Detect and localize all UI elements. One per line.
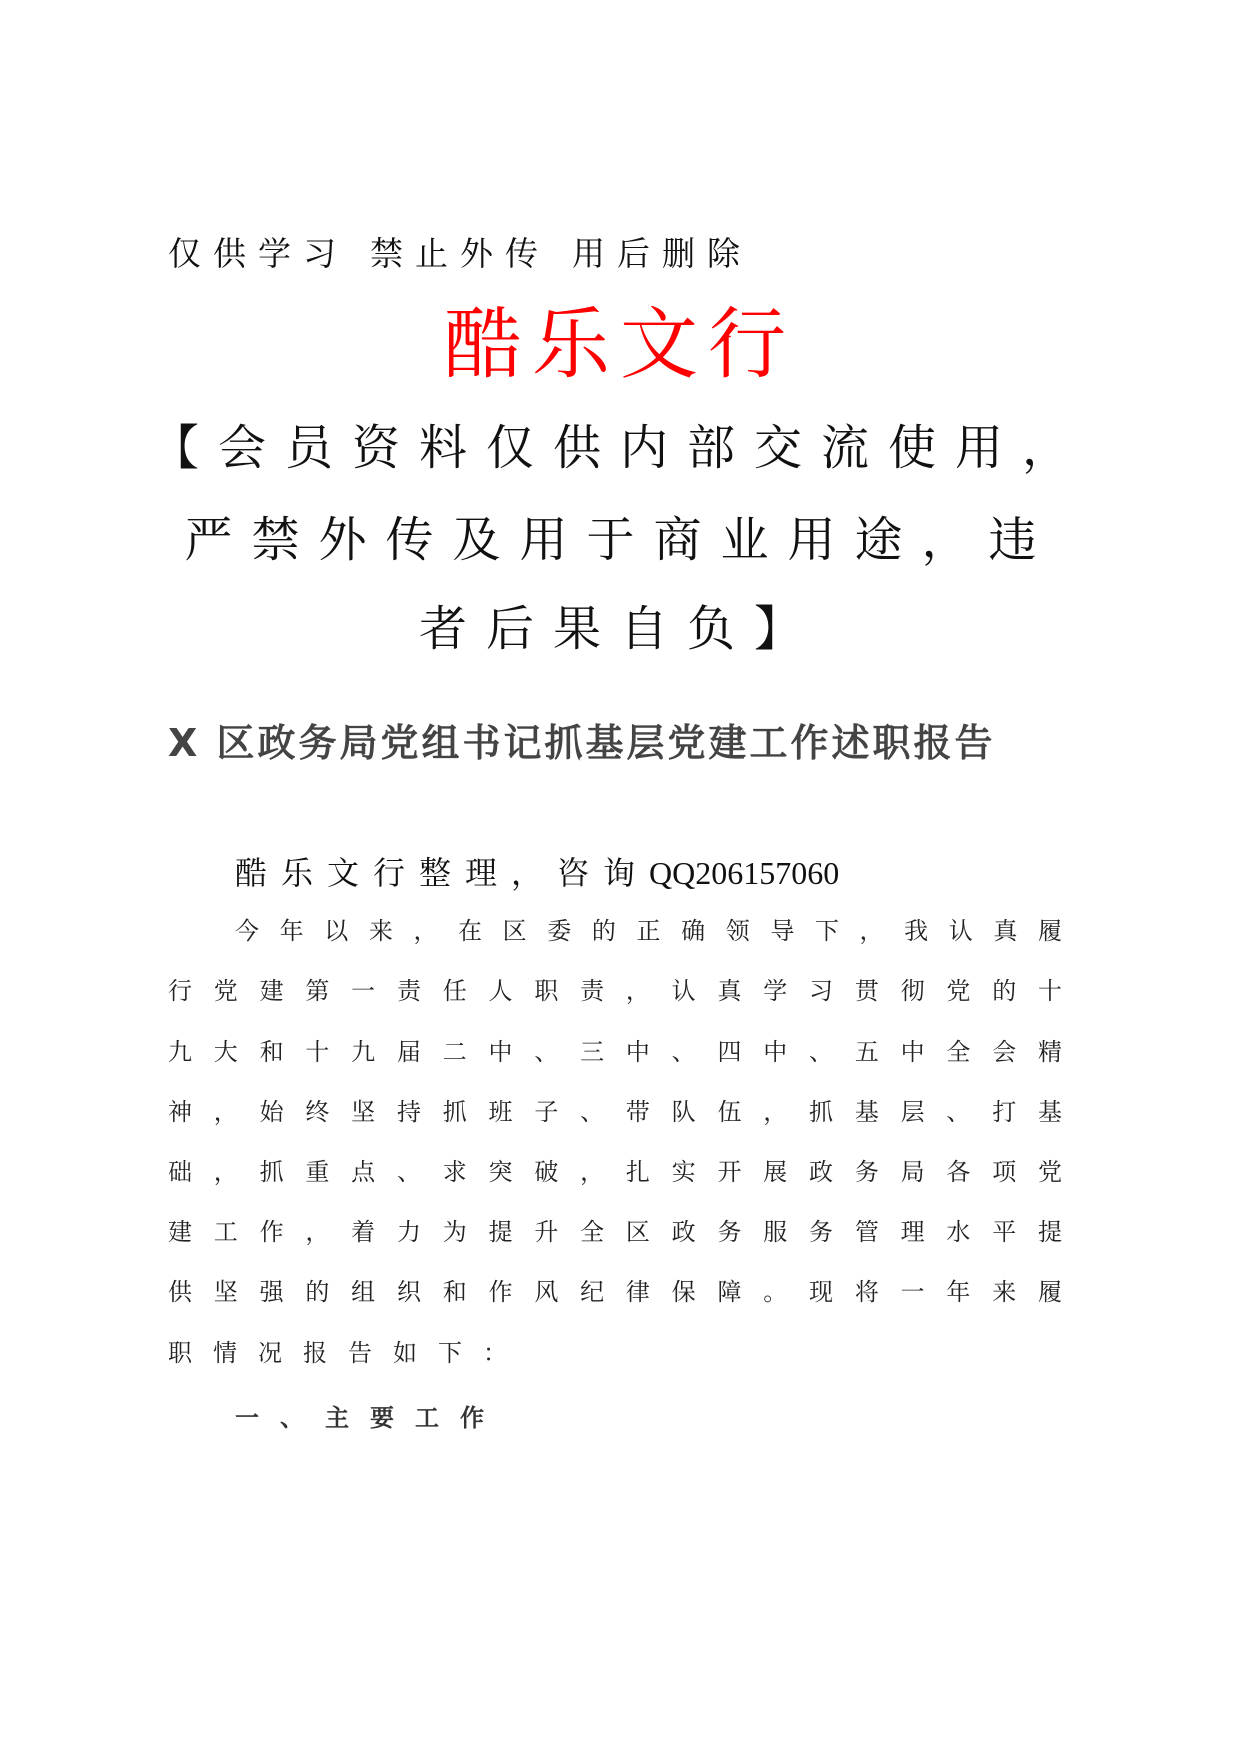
paragraph-line: 职情况报告如下： [168,1339,528,1367]
notice-part: 禁止外传 [370,234,550,273]
paragraph-line: 行党建第一责任人职责，认真学习贯彻党的十 [168,977,1070,1005]
warning-line: 【会员资料仅供内部交流使用， [150,420,1089,476]
section-heading: 一、主要工作 [235,1404,505,1432]
notice-part: 仅供学习 [168,234,348,273]
paragraph-line: 神，始终坚持抓班子、带队伍，抓基层、打基 [168,1098,1070,1126]
credit-text: 酷乐文行整理，咨询 [235,855,650,891]
brand-title: 酷乐文行 [443,300,796,390]
warning-line: 者后果自负】 [418,601,821,657]
paragraph-line: 供坚强的组织和作风纪律保障。现将一年来履 [168,1278,1070,1306]
paragraph-line: 建工作，着力为提升全区政务服务管理水平提 [168,1218,1070,1246]
document-title: X 区政务局党组书记抓基层党建工作述职报告 [168,721,996,765]
usage-notice [168,228,774,275]
credit-line [235,848,839,894]
paragraph-line: 九大和十九届二中、三中、四中、五中全会精 [168,1038,1070,1066]
notice-part: 用后删除 [572,234,752,273]
credit-qq: QQ206157060 [649,855,840,891]
paragraph-line: 础，抓重点、求突破，扎实开展政务局各项党 [168,1158,1070,1186]
warning-line: 严禁外传及用于商业用途，违 [184,512,1056,568]
paragraph-line: 今年以来，在区委的正确领导下，我认真履 [235,917,1070,945]
